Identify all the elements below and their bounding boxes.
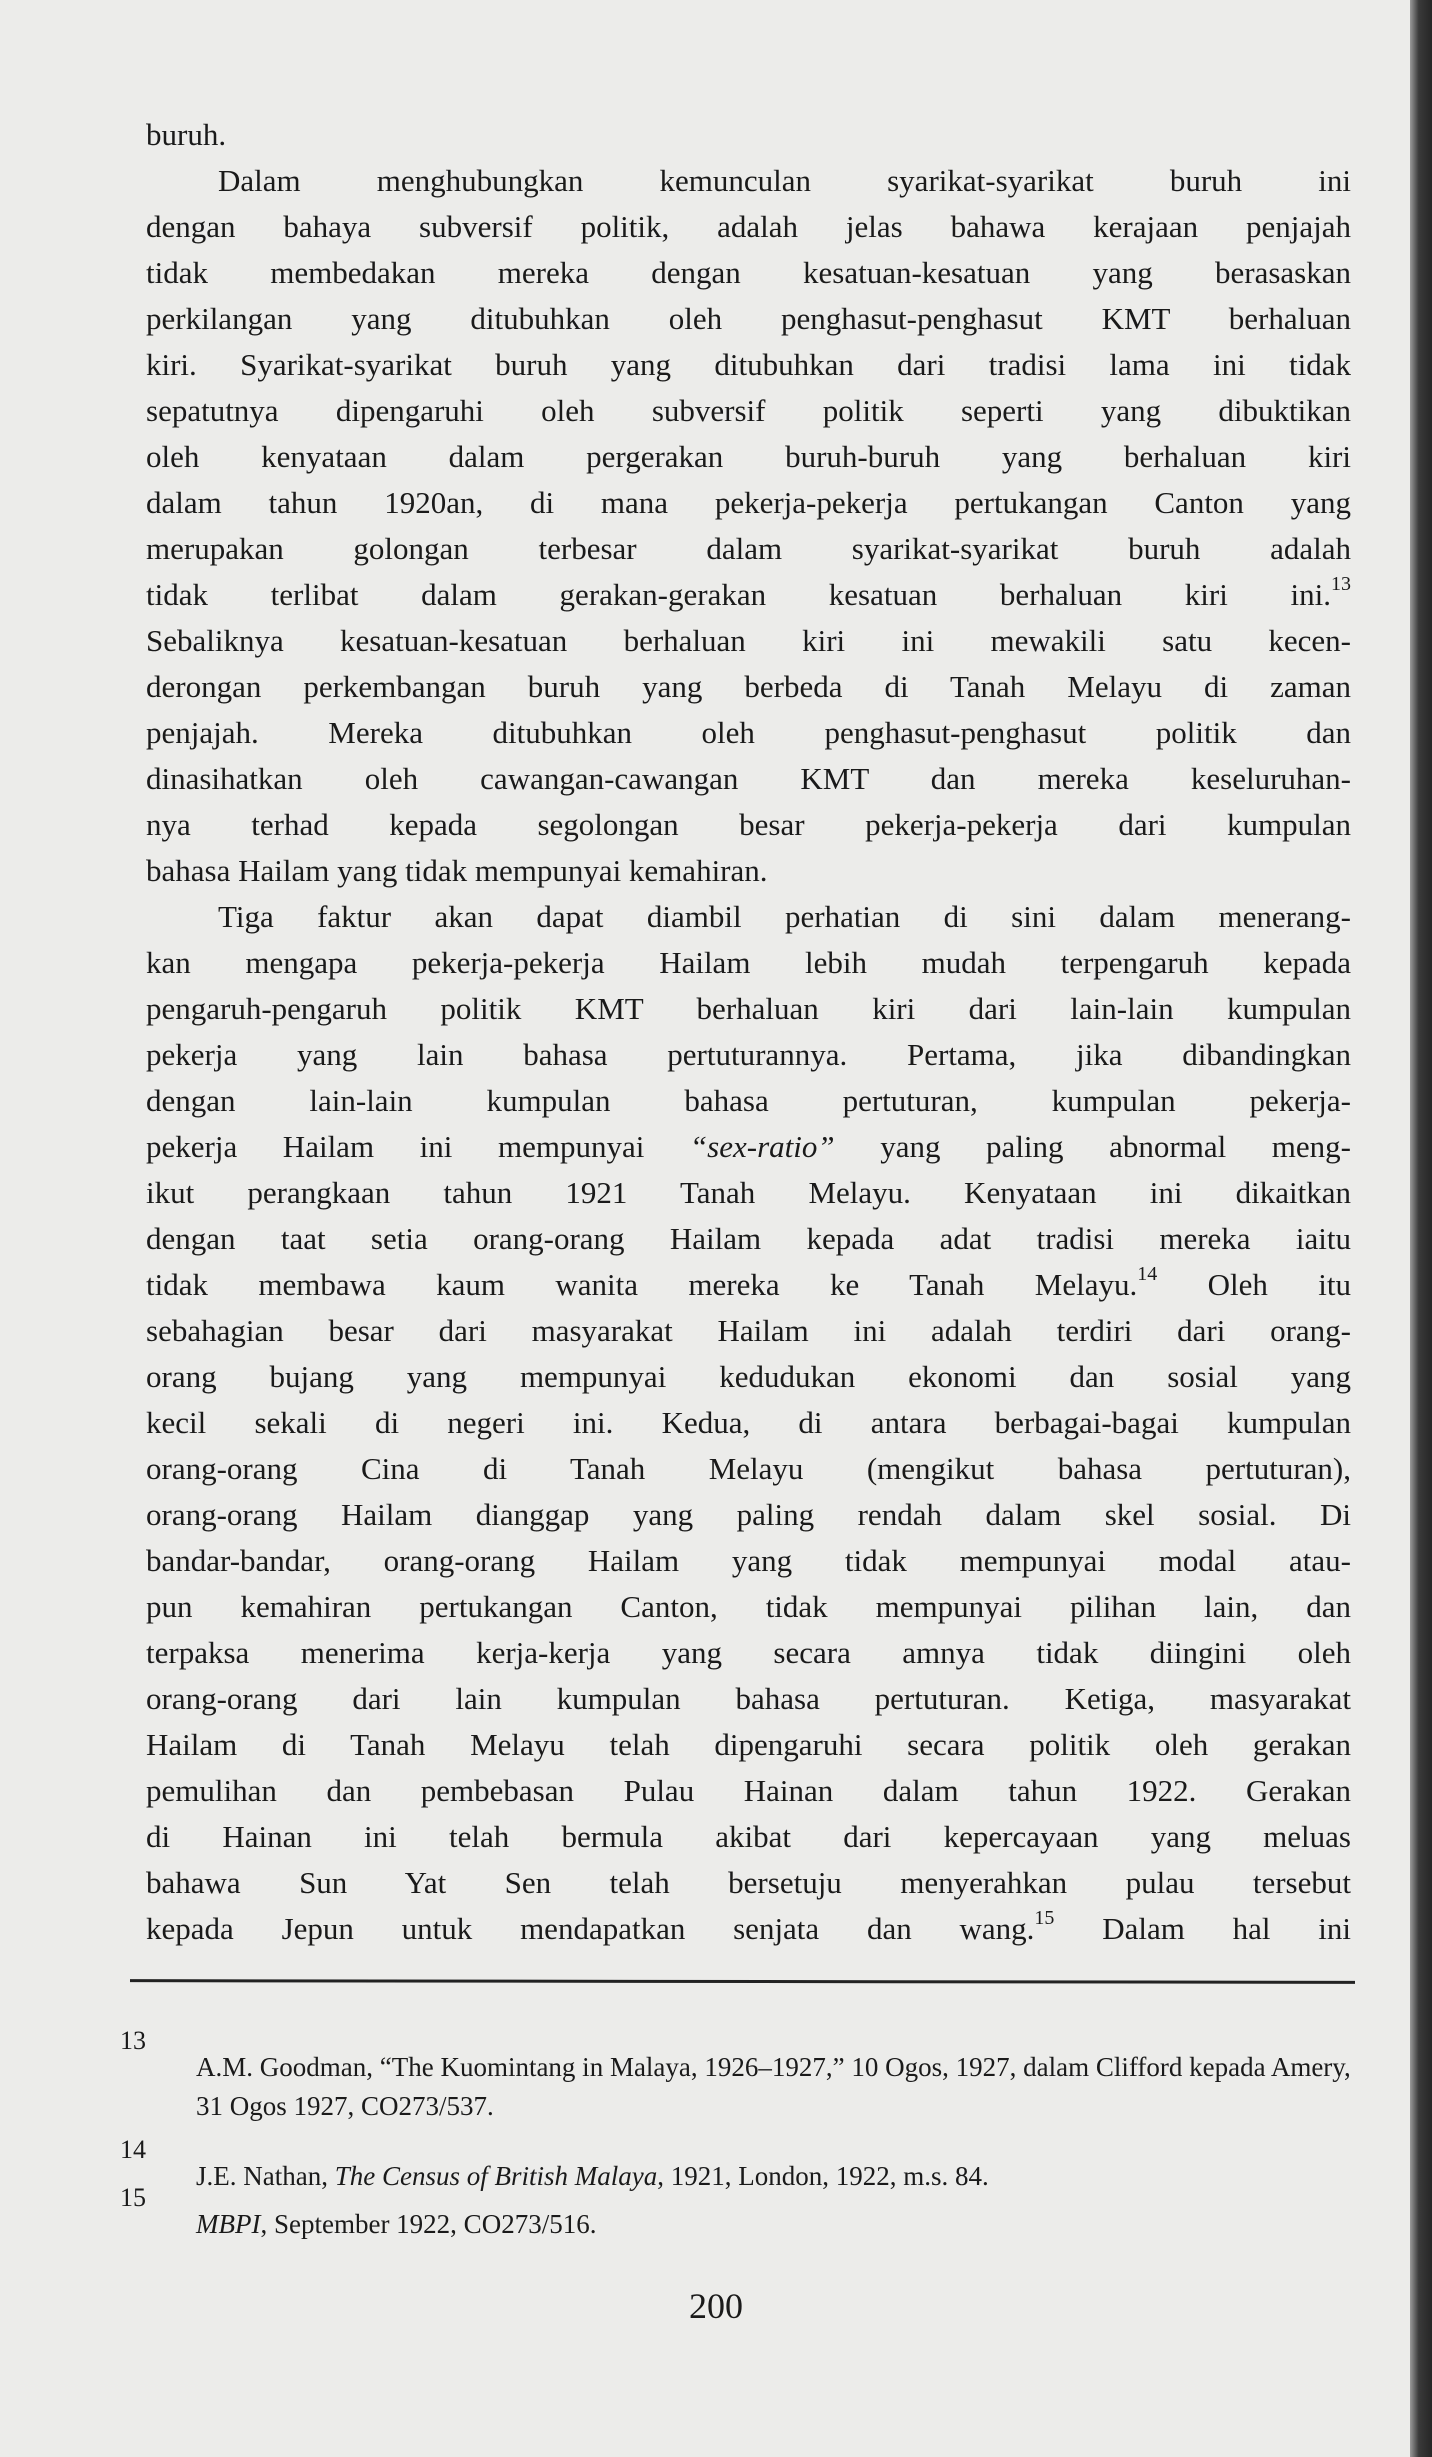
page-edge-shadow bbox=[1410, 0, 1432, 2457]
text-line bbox=[146, 1446, 1351, 1492]
text-line bbox=[146, 848, 1351, 894]
page-number: 200 bbox=[689, 2286, 743, 2326]
text-segment: dengan taat setia orang-orang Hailam kepada adat tradisi mereka iaitu bbox=[146, 1221, 1351, 1256]
text-line bbox=[146, 802, 1351, 848]
text-line bbox=[146, 1492, 1351, 1538]
text-segment: pekerja Hailam ini mempunyai bbox=[146, 1129, 690, 1164]
footnote-15 bbox=[120, 2183, 1360, 2244]
text-line bbox=[146, 526, 1351, 572]
text-line bbox=[146, 664, 1351, 710]
text-line bbox=[146, 158, 1351, 204]
text-segment: nya terhad kepada segolongan besar pekerja-pekerja dari kumpulan bbox=[146, 807, 1351, 842]
text-segment: dinasihatkan oleh cawangan-cawangan KMT dan mereka keseluruhan- bbox=[146, 761, 1351, 796]
text-line bbox=[146, 1814, 1351, 1860]
footnote-reference: 13 bbox=[1331, 572, 1351, 595]
text-segment: bahasa Hailam yang tidak mempunyai kemahiran. bbox=[146, 853, 768, 888]
text-segment: sebahagian besar dari masyarakat Hailam ini adalah terdiri dari orang- bbox=[146, 1313, 1351, 1348]
text-line bbox=[146, 1676, 1351, 1722]
text-line bbox=[146, 756, 1351, 802]
text-segment: Hailam di Tanah Melayu telah dipengaruhi secara politik oleh gerakan bbox=[146, 1727, 1351, 1762]
text-segment: Oleh itu bbox=[1157, 1267, 1351, 1302]
text-segment: orang-orang dari lain kumpulan bahasa pertuturan. Ketiga, masyarakat bbox=[146, 1681, 1351, 1716]
text-segment: oleh kenyataan dalam pergerakan buruh-buruh yang berhaluan kiri bbox=[146, 439, 1351, 474]
text-line bbox=[146, 986, 1351, 1032]
text-segment: kepada Jepun untuk mendapatkan senjata dan wang. bbox=[146, 1911, 1035, 1946]
text-segment: , September 1922, CO273/516. bbox=[260, 2209, 597, 2239]
text-segment: kecil sekali di negeri ini. Kedua, di antara berbagai-bagai kumpulan bbox=[146, 1405, 1351, 1440]
text-line bbox=[146, 1216, 1351, 1262]
text-segment: buruh. bbox=[146, 117, 227, 152]
text-line bbox=[146, 1078, 1351, 1124]
text-segment: kan mengapa pekerja-pekerja Hailam lebih mudah terpengaruh kepada bbox=[146, 945, 1351, 980]
text-segment: Tiga faktur akan dapat diambil perhatian di sini dalam menerang- bbox=[218, 899, 1351, 934]
text-segment: pengaruh-pengaruh politik KMT berhaluan kiri dari lain-lain kumpulan bbox=[146, 991, 1351, 1026]
text-line bbox=[146, 1308, 1351, 1354]
text-segment: dengan lain-lain kumpulan bahasa pertuturan, kumpulan pekerja- bbox=[146, 1083, 1351, 1118]
text-line bbox=[146, 894, 1351, 940]
text-line bbox=[146, 434, 1351, 480]
text-segment: orang-orang Cina di Tanah Melayu (mengikut bahasa pertuturan), bbox=[146, 1451, 1351, 1486]
text-segment: orang-orang Hailam dianggap yang paling rendah dalam skel sosial. Di bbox=[146, 1497, 1351, 1532]
footnote-text bbox=[120, 2048, 1360, 2126]
text-line bbox=[146, 1860, 1351, 1906]
text-segment: derongan perkembangan buruh yang berbeda di Tanah Melayu di zaman bbox=[146, 669, 1351, 704]
text-segment: tidak membawa kaum wanita mereka ke Tanah Melayu. bbox=[146, 1267, 1138, 1302]
footnote-13 bbox=[120, 2026, 1360, 2126]
text-line bbox=[146, 572, 1351, 618]
text-segment: bahawa Sun Yat Sen telah bersetuju menyerahkan pulau tersebut bbox=[146, 1865, 1351, 1900]
footnote-divider bbox=[130, 1979, 1355, 1984]
text-line bbox=[146, 940, 1351, 986]
text-segment: Dalam hal ini bbox=[1054, 1911, 1352, 1946]
text-segment: kiri. Syarikat-syarikat buruh yang ditubuhkan dari tradisi lama ini tidak bbox=[146, 347, 1351, 382]
text-line bbox=[146, 1032, 1351, 1078]
footnote-reference: 15 bbox=[1034, 1906, 1055, 1929]
text-segment: perkilangan yang ditubuhkan oleh penghasut-penghasut KMT berhaluan bbox=[146, 301, 1351, 336]
text-line bbox=[146, 296, 1351, 342]
text-segment: penjajah. Mereka ditubuhkan oleh penghasut-penghasut politik dan bbox=[146, 715, 1351, 750]
footnote-number: 15 bbox=[120, 2183, 146, 2212]
text-line bbox=[146, 388, 1351, 434]
text-segment: bandar-bandar, orang-orang Hailam yang tidak mempunyai modal atau- bbox=[146, 1543, 1351, 1578]
footnote-reference: 14 bbox=[1137, 1262, 1158, 1285]
text-line bbox=[146, 1538, 1351, 1584]
text-line bbox=[146, 480, 1351, 526]
text-line bbox=[146, 112, 1351, 158]
footnote-number: 14 bbox=[120, 2135, 146, 2164]
text-segment: Sebaliknya kesatuan-kesatuan berhaluan kiri ini mewakili satu kecen- bbox=[146, 623, 1351, 658]
text-line bbox=[146, 1630, 1351, 1676]
text-segment: pemulihan dan pembebasan Pulau Hainan dalam tahun 1922. Gerakan bbox=[146, 1773, 1351, 1808]
text-segment: J.E. Nathan, bbox=[196, 2161, 335, 2191]
text-segment: yang paling abnormal meng- bbox=[834, 1129, 1351, 1164]
text-line bbox=[146, 1584, 1351, 1630]
text-segment: A.M. Goodman, “The Kuomintang in Malaya, 1926–1927,” 10 Ogos, 1927, dalam Clifford kepada Amery, 31 Ogos 1927, CO273/537. bbox=[196, 2052, 1351, 2121]
text-line bbox=[146, 250, 1351, 296]
text-line bbox=[146, 1400, 1351, 1446]
footnote-number: 13 bbox=[120, 2026, 146, 2055]
text-segment: tidak terlibat dalam gerakan-gerakan kesatuan berhaluan kiri ini. bbox=[146, 577, 1331, 612]
text-line bbox=[146, 1722, 1351, 1768]
text-segment: pun kemahiran pertukangan Canton, tidak mempunyai pilihan lain, dan bbox=[146, 1589, 1351, 1624]
text-segment: ikut perangkaan tahun 1921 Tanah Melayu. Kenyataan ini dikaitkan bbox=[146, 1175, 1351, 1210]
text-segment: dengan bahaya subversif politik, adalah jelas bahawa kerajaan penjajah bbox=[146, 209, 1351, 244]
footnote-text bbox=[120, 2157, 1360, 2196]
footnote-text bbox=[120, 2205, 1360, 2244]
text-segment: Dalam menghubungkan kemunculan syarikat-syarikat buruh ini bbox=[218, 163, 1351, 198]
italic-text: “sex-ratio” bbox=[689, 1129, 835, 1164]
text-segment: pekerja yang lain bahasa pertuturannya. Pertama, jika dibandingkan bbox=[146, 1037, 1351, 1072]
text-line bbox=[146, 342, 1351, 388]
text-segment: tidak membedakan mereka dengan kesatuan-kesatuan yang berasaskan bbox=[146, 255, 1351, 290]
text-segment: di Hainan ini telah bermula akibat dari kepercayaan yang meluas bbox=[146, 1819, 1351, 1854]
text-line bbox=[146, 710, 1351, 756]
text-line bbox=[146, 1354, 1351, 1400]
text-line bbox=[146, 1906, 1351, 1952]
text-line bbox=[146, 618, 1351, 664]
text-segment: merupakan golongan terbesar dalam syarikat-syarikat buruh adalah bbox=[146, 531, 1351, 566]
text-segment: terpaksa menerima kerja-kerja yang secara amnya tidak diingini oleh bbox=[146, 1635, 1351, 1670]
text-line bbox=[146, 1768, 1351, 1814]
italic-text: MBPI bbox=[196, 2209, 261, 2239]
text-line bbox=[146, 1262, 1351, 1308]
body-text bbox=[146, 112, 1351, 1952]
text-segment: orang bujang yang mempunyai kedudukan ekonomi dan sosial yang bbox=[146, 1359, 1351, 1394]
text-segment: sepatutnya dipengaruhi oleh subversif politik seperti yang dibuktikan bbox=[146, 393, 1351, 428]
footnote-14 bbox=[120, 2135, 1360, 2196]
italic-text: The Census of British Malaya bbox=[334, 2161, 658, 2191]
text-line bbox=[146, 1170, 1351, 1216]
text-line bbox=[146, 204, 1351, 250]
text-segment: dalam tahun 1920an, di mana pekerja-pekerja pertukangan Canton yang bbox=[146, 485, 1351, 520]
text-segment: , 1921, London, 1922, m.s. 84. bbox=[657, 2161, 989, 2191]
text-line bbox=[146, 1124, 1351, 1170]
